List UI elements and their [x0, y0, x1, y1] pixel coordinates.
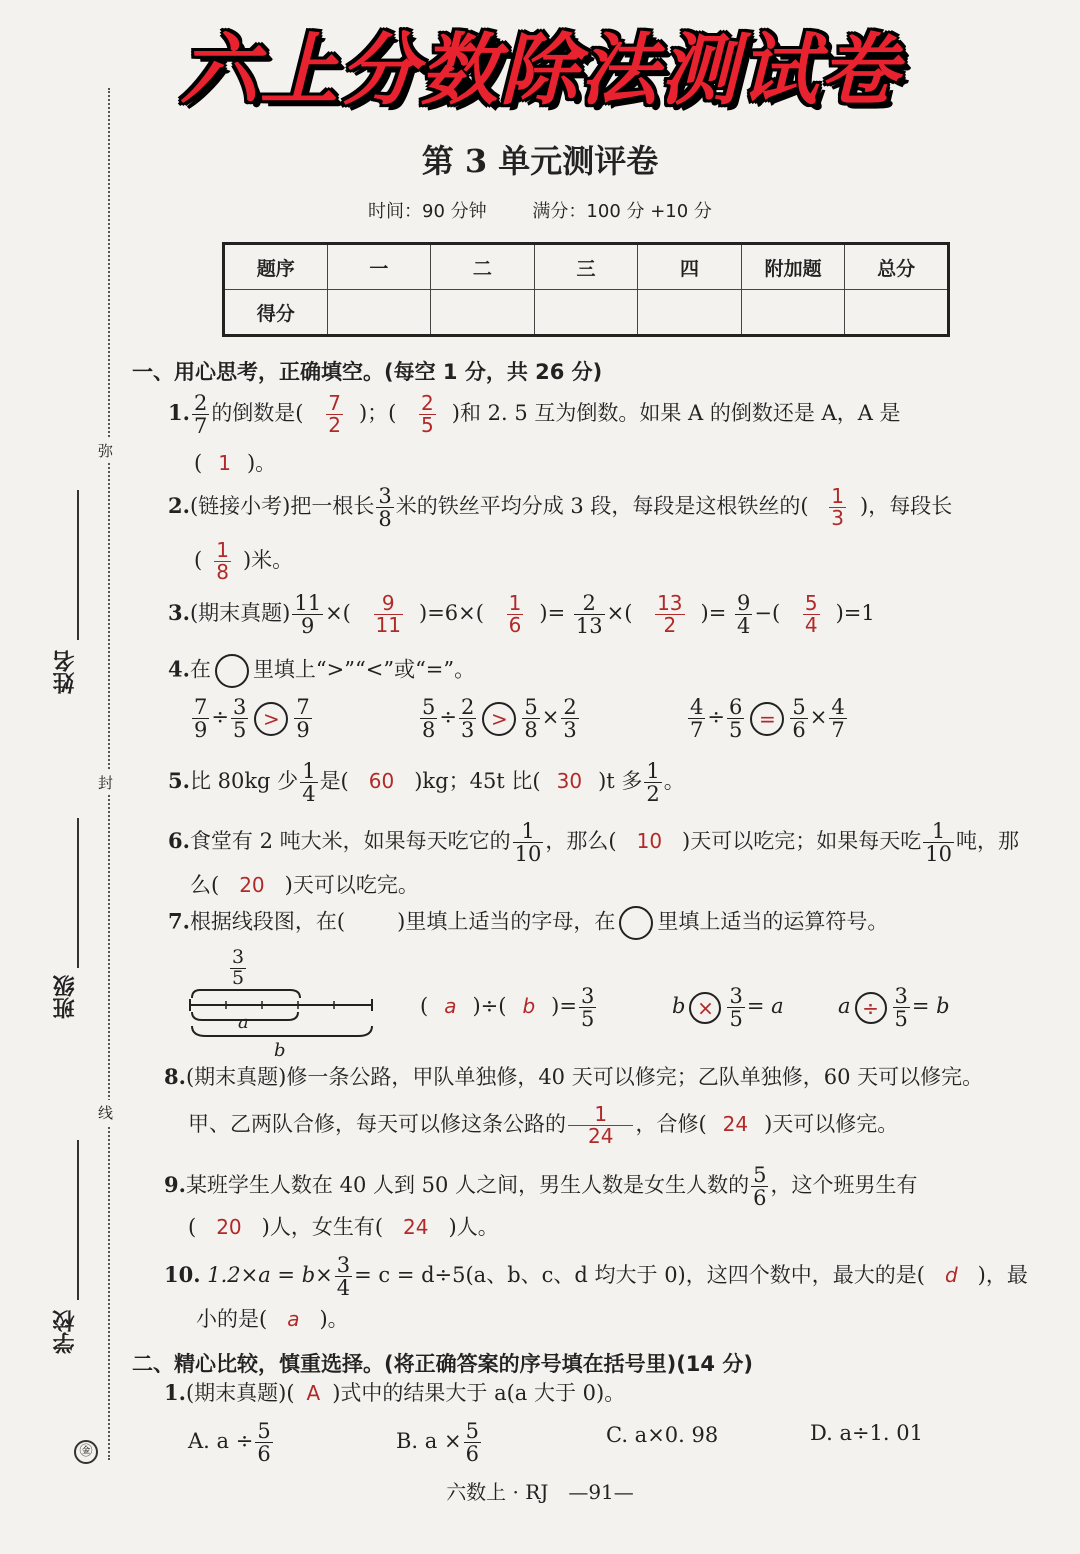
question-7-expr-1: ( a )÷( b )= $\frac{3}{5}$	[420, 984, 595, 1032]
table-cell: 四	[638, 244, 742, 290]
name-field[interactable]	[40, 650, 90, 694]
question-8: 8.(期末真题)修一条公路，甲队单独修，40 天可以修完；乙队单独修，60 天可以修完。	[164, 1064, 984, 1089]
question-4-expr-1: $\frac{7}{9}$ ÷ $\frac{3}{5}$ > $\frac{7}{9}$	[194, 695, 310, 743]
score-input[interactable]	[845, 290, 949, 336]
school-field[interactable]	[40, 1310, 90, 1354]
question-4-expr-3: $\frac{4}{7}$ ÷ $\frac{6}{5}$ = $\frac{5}{6}$ × $\frac{4}{7}$	[690, 695, 845, 743]
answer: 10	[636, 829, 663, 854]
answer: 60	[368, 769, 395, 794]
question-1: 1. $\frac{2}{7}$ 的倒数是( $\frac{7}{2}$ )；( $\frac{2}{5}$ )和 2. 5 互为倒数。如果 A 的倒数还是 A，A 是	[168, 391, 901, 439]
answer-fraction: $\frac{1}{24}$	[568, 1104, 633, 1147]
answer: 1	[218, 451, 231, 475]
answer-circle[interactable]: =	[750, 702, 784, 736]
question-8-line-2: 甲、乙两队合修，每天可以修这条公路的 $\frac{1}{24}$ ，合修( 24 )天可以修完。	[188, 1102, 899, 1148]
answer-circle[interactable]: ÷	[855, 992, 887, 1024]
question-7: 7.根据线段图，在( )里填上适当的字母，在 里填上适当的运算符号。	[168, 906, 888, 940]
answer-circle[interactable]: ×	[689, 992, 721, 1024]
class-field[interactable]	[40, 975, 90, 1019]
question-7-expr-2: b × $\frac{3}{5}$ = a	[672, 984, 784, 1032]
question-4-expr-2: $\frac{5}{8}$ ÷ $\frac{2}{3}$ > $\frac{5}{8}$ × $\frac{2}{3}$	[422, 695, 577, 743]
table-row	[224, 290, 949, 336]
answer: 24	[722, 1112, 749, 1136]
full-score: 满分：100 分 +10 分	[532, 201, 712, 222]
option-d[interactable]: D. a÷1. 01	[810, 1421, 923, 1445]
option-a[interactable]: A. a ÷ $\frac{5}{6}$	[188, 1419, 271, 1467]
answer: a	[444, 994, 457, 1019]
school-line	[40, 1140, 90, 1300]
class-label: 班级	[52, 975, 78, 1019]
answer: A	[306, 1381, 321, 1405]
time-limit: 时间：90 分钟	[368, 201, 487, 222]
exam-meta	[0, 197, 1080, 223]
blank-circle-icon	[215, 654, 249, 688]
question-4: 4.在 里填上“>”“<”或“=”。	[168, 654, 475, 688]
section-2-heading: 二、精心比较，慎重选择。(将正确答案的序号填在括号里)(14 分)	[132, 1352, 753, 1376]
question-9-line-2: ( 20 )人，女生有( 24 )人。	[188, 1215, 499, 1239]
answer: 20	[239, 873, 265, 897]
question-2: 2.(链接小考)把一根长 $\frac{3}{8}$ 米的铁丝平均分成 3 段，每段是这根铁丝的( $\frac{1}{3}$ )，每段长	[168, 484, 953, 532]
question-6-line-2: 么( 20 )天可以吃完。	[190, 873, 419, 897]
answer: b	[522, 994, 536, 1019]
table-cell: 二	[431, 244, 535, 290]
badge-icon: ㊎	[74, 1440, 98, 1464]
diagram-label-b: b	[274, 1040, 286, 1061]
score-input[interactable]	[638, 290, 742, 336]
table-cell: 题序	[224, 244, 328, 290]
answer: d	[944, 1263, 958, 1288]
question-9: 9.某班学生人数在 40 人到 50 人之间，男生人数是女生人数的 $\frac{5}{6}$ ，这个班男生有	[164, 1163, 918, 1211]
score-input[interactable]	[327, 290, 431, 336]
answer: a	[287, 1307, 300, 1331]
option-b[interactable]: B. a × $\frac{5}{6}$	[396, 1419, 479, 1467]
choice-question-1: 1.(期末真题)( A )式中的结果大于 a(a 大于 0)。	[164, 1380, 626, 1405]
name-label: 姓名	[52, 650, 78, 694]
blank-circle-icon	[619, 906, 653, 940]
table-cell: 一	[327, 244, 431, 290]
answer-circle[interactable]: >	[482, 702, 516, 736]
class-line	[40, 818, 90, 968]
score-input[interactable]	[431, 290, 535, 336]
page-title: 第 3 单元测评卷	[421, 142, 659, 180]
option-c[interactable]: C. a×0. 98	[606, 1423, 719, 1447]
school-label: 学校	[52, 1310, 78, 1354]
banner-title: 六上分数除法测试卷	[179, 26, 900, 116]
page-footer: 六数上 · RJ —91—	[446, 1480, 634, 1504]
diagram-label-a: a	[238, 1012, 249, 1033]
answer: 20	[216, 1215, 242, 1239]
table-cell: 得分	[224, 290, 328, 336]
answer: 24	[403, 1215, 429, 1239]
question-6: 6.食堂有 2 吨大米，如果每天吃它的 $\frac{1}{10}$ ，那么( 10 )天可以吃完；如果每天吃 $\frac{1}{10}$ 吨，那	[168, 819, 1019, 867]
table-cell: 总分	[845, 244, 949, 290]
binding-mark-xian: 线	[98, 1100, 113, 1125]
question-1-line-2: ( 1 )。	[194, 451, 277, 475]
section-1-heading: 一、用心思考，正确填空。(每空 1 分，共 26 分)	[132, 360, 603, 384]
line-segment-diagram	[186, 948, 386, 1063]
binding-mark-feng: 封	[98, 770, 113, 795]
table-cell: 三	[534, 244, 638, 290]
question-3: 3.(期末真题) $\frac{11}{9}$ ×( $\frac{9}{11}$ )=6×( $\frac{1}{6}$ )= $\frac{2}{13}$ ×( $\frac{13}{2}$ )= $\frac{9}{4}$ −( $\frac{5}{4}$ )=1	[168, 591, 875, 639]
answer-circle[interactable]: >	[254, 702, 288, 736]
question-2-line-2: ( $\frac{1}{8}$ )米。	[194, 538, 294, 584]
table-row	[224, 244, 949, 290]
question-10: 10. 1.2×a = b× $\frac{3}{4}$ = c = d÷5(a、b、c、d 均大于 0)，这四个数中，最大的是( d )，最	[164, 1253, 1028, 1301]
question-5: 5.比 80kg 少 $\frac{1}{4}$ 是( 60 )kg；45t 比( 30 )t 多 $\frac{1}{2}$ 。	[168, 759, 685, 807]
name-line	[40, 490, 90, 640]
answer: 30	[556, 769, 583, 794]
question-7-expr-3: a ÷ $\frac{3}{5}$ = b	[838, 984, 950, 1032]
diagram-lines	[186, 948, 386, 1063]
score-input[interactable]	[534, 290, 638, 336]
score-input[interactable]	[741, 290, 845, 336]
table-cell: 附加题	[741, 244, 845, 290]
score-table	[222, 242, 950, 337]
diagram-top-fraction: $\frac{3}{5}$	[232, 946, 245, 989]
question-10-line-2: 小的是( a )。	[196, 1307, 349, 1331]
binding-mark-mi: 弥	[98, 438, 113, 463]
